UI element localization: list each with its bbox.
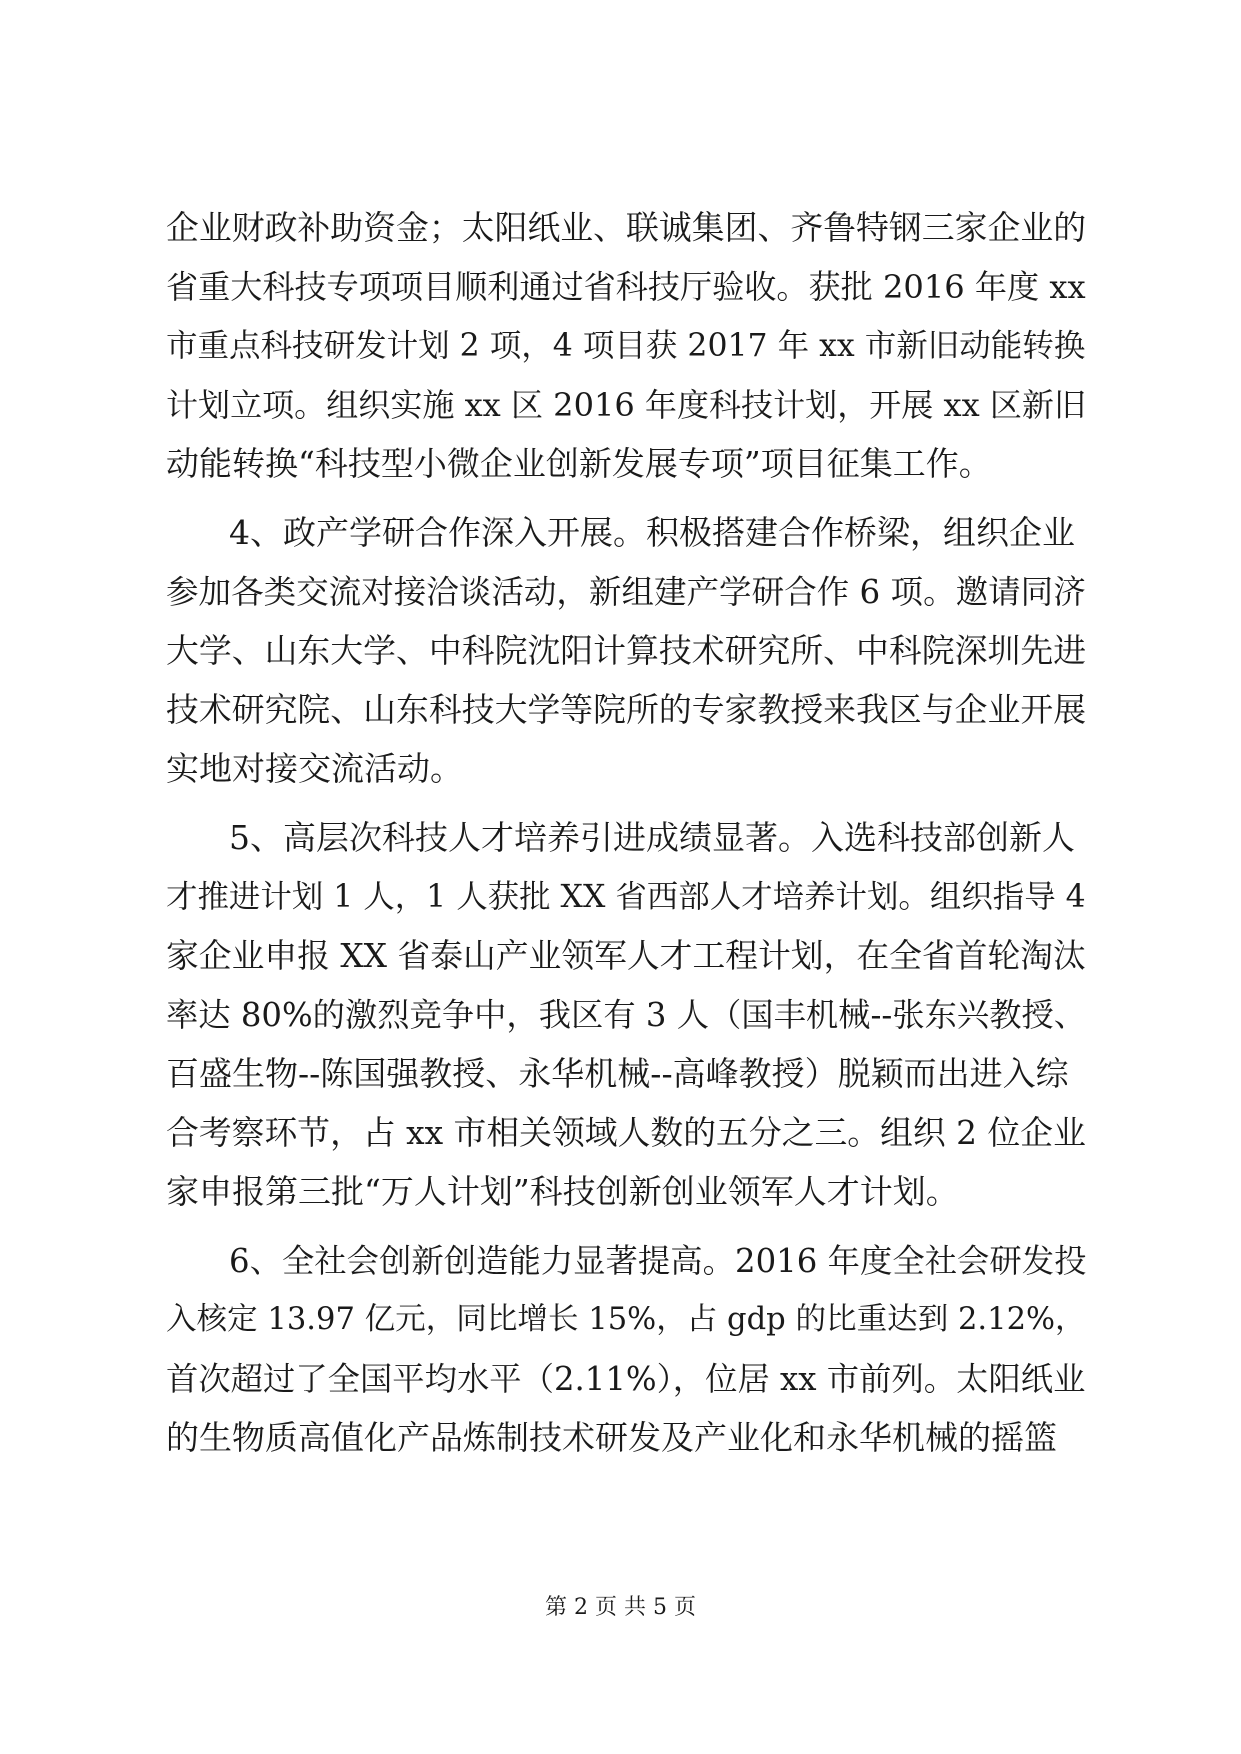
text-line-14: 率达 80%的激烈竞争中，我区有 3 人（国丰机械--张东兴教授、 [166,996,1087,1034]
text-line-2: 省重大科技专项项目顺利通过省科技厅验收。获批 2016 年度 xx [166,268,1086,306]
text-line-5: 动能转换“科技型小微企业创新发展专项”项目征集工作。 [166,444,992,483]
text-line-7: 参加各类交流对接洽谈活动，新组建产学研合作 6 项。邀请同济 [166,573,1086,611]
text-line-15: 百盛生物--陈国强教授、永华机械--高峰教授）脱颖而出进入综 [166,1054,1069,1093]
text-line-3: 市重点科技研发计划 2 项，4 项目获 2017 年 xx 市新旧动能转换 [166,328,1086,364]
text-line-13: 家企业申报 XX 省泰山产业领军人才工程计划，在全省首轮淘汰 [166,937,1086,975]
paragraph-6-heading-line: 6、全社会创新创造能力显著提高。2016 年度全社会研发投 [229,1242,1087,1280]
page-number-footer: 第 2 页 共 5 页 [545,1595,696,1620]
text-line-8: 大学、山东大学、中科院沈阳计算技术研究所、中科院深圳先进 [166,631,1087,670]
text-line-10: 实地对接交流活动。 [166,749,463,788]
text-line-1: 企业财政补助资金；太阳纸业、联诚集团、齐鲁特钢三家企业的 [166,208,1087,247]
text-line-4: 计划立项。组织实施 xx 区 2016 年度科技计划，开展 xx 区新旧 [166,386,1087,424]
text-line-17: 家申报第三批“万人计划”科技创新创业领军人才计划。 [166,1172,959,1211]
text-line-9: 技术研究院、山东科技大学等院所的专家教授来我区与企业开展 [166,690,1087,729]
text-line-16: 合考察环节，占 xx 市相关领域人数的五分之三。组织 2 位企业 [166,1114,1086,1152]
text-line-19: 入核定 13.97 亿元，同比增长 15%，占 gdp 的比重达到 2.12%， [166,1302,1086,1337]
text-line-20: 首次超过了全国平均水平（2.11%），位居 xx 市前列。太阳纸业 [166,1360,1086,1398]
text-line-21: 的生物质高值化产品炼制技术研发及产业化和永华机械的摇篮 [166,1418,1057,1457]
text-line-12: 才推进计划 1 人，1 人获批 XX 省西部人才培养计划。组织指导 4 [166,879,1086,915]
paragraph-5-heading-line: 5、高层次科技人才培养引进成绩显著。入选科技部创新人 [229,818,1075,857]
paragraph-4-heading-line: 4、政产学研合作深入开展。积极搭建合作桥梁，组织企业 [229,513,1075,552]
